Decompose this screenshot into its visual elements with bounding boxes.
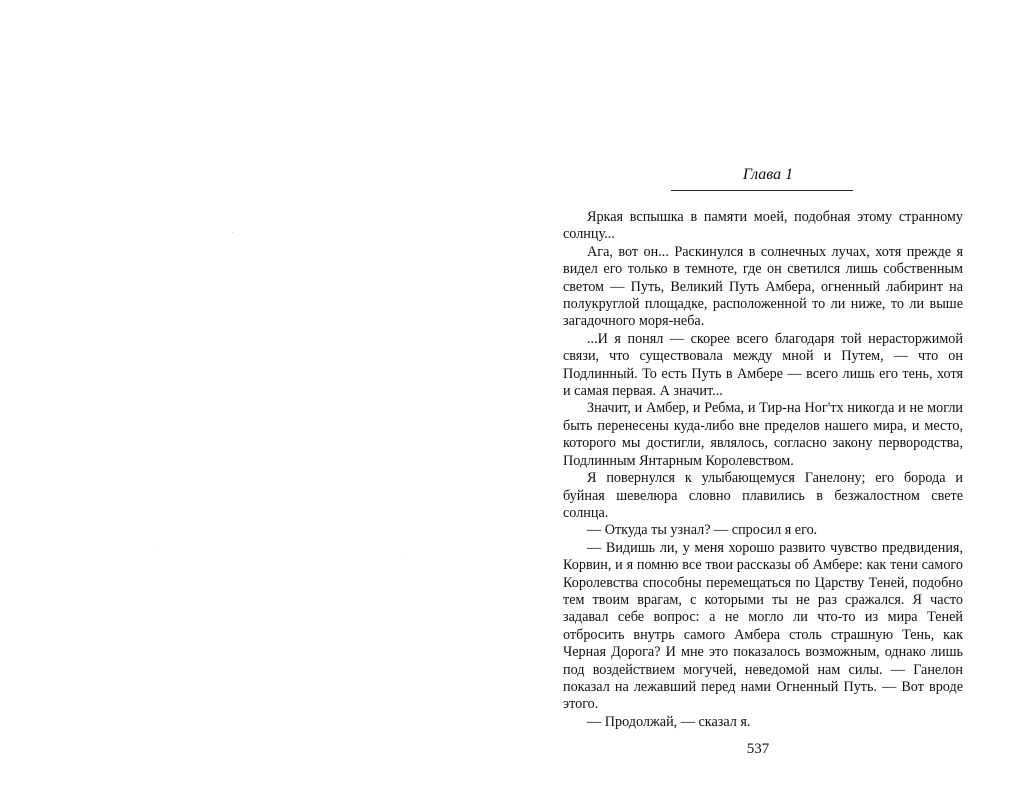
paragraph: Я повернулся к улыбающемуся Ганелону; его борода и буйная шевелюра словно плавились в безжалостном свете солнца.	[563, 470, 963, 521]
paper-speck	[402, 556, 403, 557]
body-text	[563, 209, 963, 731]
paragraph: — Откуда ты узнал? — спросил я его.	[587, 522, 818, 539]
paper-speck	[157, 547, 158, 548]
paragraph: — Видишь ли, у меня хорошо развито чувство предвидения, Корвин, и я помню все твои рассказы об Амбере: как тени самого Королевства способны перемещаться по Царству Теней, подобно тем твоим врагам, с которыми ты не раз сражался. Я часто задавал себе вопрос: а не могло ли что-то из мира Теней отбросить внутрь самого Амбера столь страшную Тень, как Черная Дорога? И мне это показалось возможным, однако лишь под воздействием могучей, неведомой нам силы. — Ганелон показал на лежавший перед нами Огненный Путь. — Вот вроде этого.	[563, 539, 963, 713]
paragraph: Яркая вспышка в памяти моей, подобная этому странному солнцу...	[563, 209, 963, 243]
right-page	[508, 0, 1016, 800]
paragraph: — Продолжай, — сказал я.	[587, 713, 751, 730]
paragraph: ...И я понял — скорее всего благодаря той нерасторжимой связи, что существовала между мной и Путем, — что он Подлинный. То есть Путь в Амбере — всего лишь его тень, хотя и самая первая. А значит...	[563, 330, 963, 400]
chapter-title: Глава 1	[742, 166, 794, 183]
paper-speck	[232, 232, 233, 233]
paragraph: Значит, и Амбер, и Ребма, и Тир-на Ног'тх никогда и не могли быть перенесены куда-либо вне пределов нашего мира, и место, которого мы достигли, являлось, согласно закону первородства, Подлинным Янтарным Королевством.	[563, 400, 963, 469]
paragraph: Ага, вот он... Раскинулся в солнечных лучах, хотя прежде я видел его только в темноте, где он светился лишь собственным светом — Путь, Великий Путь Амбера, огненный лабиринт на полукруглой площадке, расположенной то ли ниже, то ли выше загадочного моря-неба.	[563, 243, 963, 330]
heading-rule	[671, 190, 853, 191]
page-number: 537	[746, 741, 770, 757]
